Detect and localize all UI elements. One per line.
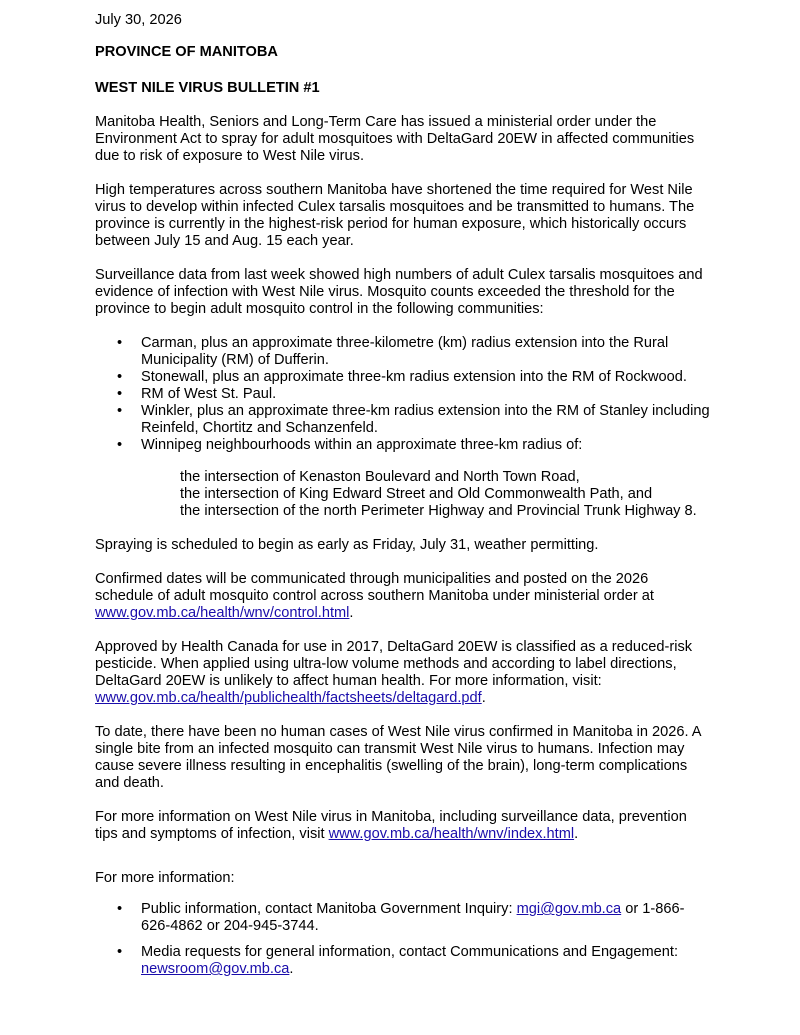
community-text: Winnipeg neighbourhoods within an approximate three-km radius of: bbox=[141, 437, 583, 453]
intersection-line: the intersection of King Edward Street and Old Commonwealth Path, and bbox=[180, 486, 653, 502]
paragraph-surveillance: Surveillance data from last week showed high numbers of adult Culex tarsalis mosquitoes and evidence of infection with West Nile virus. Mosquito counts exceeded the threshold for the province to begin adult mosquito control in the following communities: bbox=[95, 267, 703, 317]
paragraph-text: For more information on West Nile virus in Manitoba, including surveillance data, prevention tips and symptoms of infection, visit bbox=[95, 809, 687, 842]
mgi-email-link[interactable]: mgi@gov.mb.ca bbox=[516, 901, 622, 917]
more-info-heading: For more information: bbox=[95, 870, 235, 886]
list-item bbox=[95, 335, 735, 369]
paragraph-text: Confirmed dates will be communicated through municipalities and posted on the 2026 schedule of adult mosquito control across southern Manitoba under ministerial order at bbox=[95, 571, 654, 604]
contact-text: Public information, contact Manitoba Government Inquiry: bbox=[141, 901, 517, 917]
organization-heading: PROVINCE OF MANITOBA bbox=[95, 44, 278, 60]
intersection-line: the intersection of Kenaston Boulevard and North Town Road, bbox=[180, 469, 580, 485]
paragraph-spraying-schedule: Spraying is scheduled to begin as early as Friday, July 31, weather permitting. bbox=[95, 537, 599, 553]
community-text: Winkler, plus an approximate three-km radius extension into the RM of Stanley including Reinfeld, Chortitz and Schanzenfeld. bbox=[141, 403, 710, 436]
paragraph-human-cases: To date, there have been no human cases of West Nile virus confirmed in Manitoba in 2026. A single bite from an infected mosquito can transmit West Nile virus to humans. Infection may cause severe illness resulting in encephalitis (swelling of the brain), long-term complications and death. bbox=[95, 724, 701, 791]
community-text: Carman, plus an approximate three-kilometre (km) radius extension into the Rural Municipality (RM) of Dufferin. bbox=[141, 335, 669, 368]
control-schedule-link[interactable]: www.gov.mb.ca/health/wnv/control.html bbox=[95, 605, 350, 621]
wnv-index-link[interactable]: www.gov.mb.ca/health/wnv/index.html bbox=[328, 826, 575, 842]
bullet-icon: • bbox=[117, 901, 123, 917]
community-text: Stonewall, plus an approximate three-km radius extension into the RM of Rockwood. bbox=[141, 369, 687, 385]
list-item bbox=[95, 944, 695, 978]
contact-phone-text: or 1-866-626-4862 or 204-945-3744. bbox=[141, 901, 685, 934]
bullet-icon: • bbox=[117, 386, 123, 402]
list-item bbox=[95, 386, 735, 403]
contact-text: Media requests for general information, contact Communications and Engagement: bbox=[141, 944, 679, 960]
bulletin-title: WEST NILE VIRUS BULLETIN #1 bbox=[95, 80, 320, 96]
paragraph-ministerial-order: Manitoba Health, Seniors and Long-Term Care has issued a ministerial order under the Environment Act to spray for adult mosquitoes with DeltaGard 20EW in affected communities due to risk of exposure to West Nile virus. bbox=[95, 114, 695, 164]
paragraph-high-temperatures: High temperatures across southern Manitoba have shortened the time required for West Nile virus to develop within infected Culex tarsalis mosquitoes and be transmitted to humans. The province is currently in the highest-risk period for human exposure, which historically occurs between July 15 and Aug. 15 each year. bbox=[95, 182, 695, 249]
community-text: RM of West St. Paul. bbox=[141, 386, 277, 402]
contact-end-text: . bbox=[289, 961, 294, 977]
paragraph-confirmed-dates bbox=[95, 571, 710, 622]
bullet-icon: • bbox=[117, 944, 123, 960]
communities-list bbox=[95, 335, 735, 454]
deltagard-factsheet-link[interactable]: www.gov.mb.ca/health/publichealth/factsheets/deltagard.pdf bbox=[95, 690, 482, 706]
intersection-line: the intersection of the north Perimeter Highway and Provincial Trunk Highway 8. bbox=[180, 503, 697, 519]
paragraph-deltagard bbox=[95, 639, 700, 707]
paragraph-end: . bbox=[349, 605, 354, 621]
contacts-list bbox=[95, 901, 695, 978]
list-item bbox=[95, 403, 735, 437]
bullet-icon: • bbox=[117, 369, 123, 385]
newsroom-email-link[interactable]: newsroom@gov.mb.ca bbox=[141, 961, 290, 977]
list-item bbox=[95, 437, 735, 454]
list-item bbox=[95, 901, 695, 935]
paragraph-end: . bbox=[574, 826, 579, 842]
paragraph-text: Approved by Health Canada for use in 2017, DeltaGard 20EW is classified as a reduced-risk pesticide. When applied using ultra-low volume methods and according to label directions, DeltaGard 20EW is unlikely to affect human health. For more information, visit: bbox=[95, 639, 693, 689]
bullet-icon: • bbox=[117, 403, 123, 419]
list-item bbox=[95, 369, 735, 386]
bullet-icon: • bbox=[117, 437, 123, 453]
bulletin-date: July 30, 2026 bbox=[95, 12, 182, 28]
paragraph-more-wnv-info bbox=[95, 809, 710, 843]
bullet-icon: • bbox=[117, 335, 123, 351]
paragraph-end: . bbox=[481, 690, 486, 706]
